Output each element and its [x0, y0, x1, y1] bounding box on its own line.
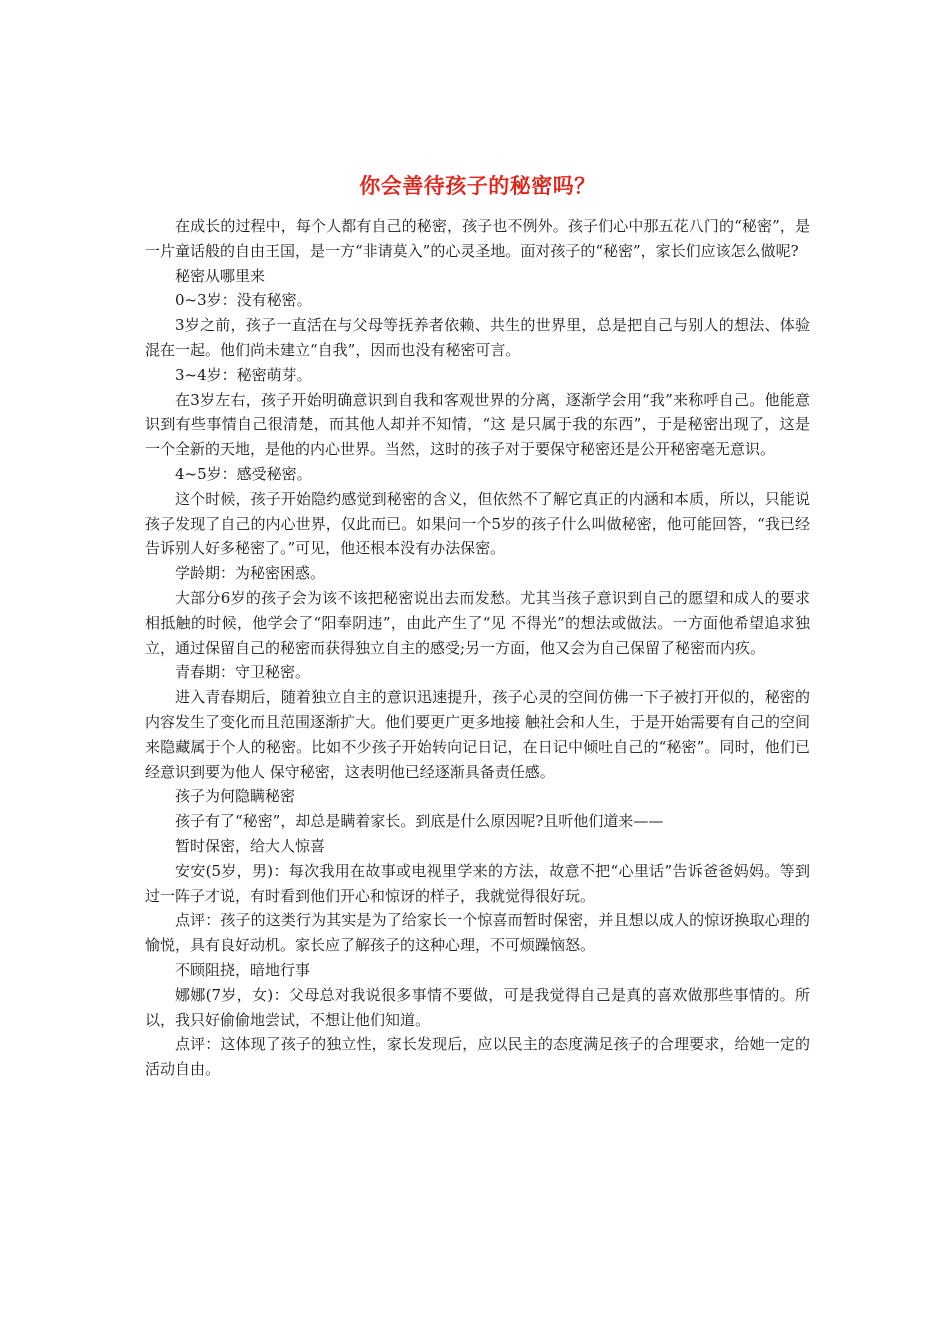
paragraph-intro: 在成长的过程中，每个人都有自己的秘密，孩子也不例外。孩子们心中那五花八门的“秘密”，是一片童话般的自由王国，是一方“非请莫入”的心灵圣地。面对孩子的“秘密”，家长们应该怎么做呢?	[145, 217, 810, 260]
paragraph-school-age: 大部分6岁的孩子会为该不该把秘密说出去而发愁。尤其当孩子意识到自己的愿望和成人的要求相抵触的时候，他学会了“阳奉阴违”，由此产生了“见 不得光”的想法或做法。一方面他希望追求独立，通过保留自己的秘密而获得独立自主的感受;另一方面，他又会为自己保留了秘密而内疚。	[145, 588, 810, 657]
section-heading-why-hide: 孩子为何隐瞒秘密	[175, 787, 296, 806]
document-page	[145, 170, 810, 1082]
paragraph-anan-comment: 点评：孩子的这类行为其实是为了给家长一个惊喜而暂时保密，并且想以成人的惊讶换取心理的愉悦，具有良好动机。家长应了解孩子的这种心理，不可烦躁恼怒。	[145, 911, 810, 955]
subheading-secretly: 不顾阻挠，暗地行事	[175, 960, 311, 979]
paragraph-nana-comment: 点评：这体现了孩子的独立性，家长发现后，应以民主的态度满足孩子的合理要求，给她一定的活动自由。	[145, 1035, 810, 1079]
paragraph-adolescence: 进入青春期后，随着独立自主的意识迅速提升，孩子心灵的空间仿佛一下子被打开似的，秘密的内容发生了变化而且范围逐渐扩大。他们要更广更多地接 触社会和人生，于是开始需要有自己的空间来隐藏属于个人的秘密。比如不少孩子开始转向记日记，在日记中倾吐自己的“秘密”。同时，他们已经意识到要为他人 保守秘密，这表明他已经逐渐具备责任感。	[145, 688, 810, 781]
paragraph-anan-case: 安安(5岁，男)：每次我用在故事或电视里学来的方法，故意不把“心里话”告诉爸爸妈妈。等到过一阵子才说，有时看到他们开心和惊讶的样子，我就觉得很好玩。	[145, 861, 810, 905]
stage-heading-3-4: 3~4岁：秘密萌芽。	[175, 365, 312, 384]
paragraph-3-4: 在3岁左右，孩子开始明确意识到自我和客观世界的分离，逐渐学会用“我”来称呼自己。他能意识到有些事情自己很清楚，而其他人却并不知情，“这 是只属于我的东西”，于是秘密出现了，这是一个全新的天地，是他的内心世界。当然，这时的孩子对于要保守秘密还是公开秘密毫无意识。	[145, 390, 810, 459]
section-heading-origin: 秘密从哪里来	[175, 266, 266, 285]
paragraph-0-3: 3岁之前，孩子一直活在与父母等抚养者依赖、共生的世界里，总是把自己与别人的想法、体验混在一起。他们尚未建立“自我”，因而也没有秘密可言。	[145, 316, 810, 359]
stage-heading-4-5: 4~5岁：感受秘密。	[175, 464, 312, 483]
paragraph-4-5: 这个时候，孩子开始隐约感觉到秘密的含义，但依然不了解它真正的内涵和本质，所以，只能说孩子发现了自己的内心世界，仅此而已。如果问一个5岁的孩子什么叫做秘密，他可能回答，“我已经告诉别人好多秘密了。”可见，他还根本没有办法保密。	[145, 489, 810, 558]
paragraph-nana-case: 娜娜(7岁，女)：父母总对我说很多事情不要做，可是我觉得自己是真的喜欢做那些事情的。所以，我只好偷偷地尝试，不想让他们知道。	[145, 985, 810, 1029]
stage-heading-school-age: 学龄期：为秘密困惑。	[175, 564, 326, 583]
subheading-surprise: 暂时保密，给大人惊喜	[175, 836, 326, 855]
document-title: 你会善待孩子的秘密吗？	[359, 173, 596, 198]
paragraph-why-hide-intro: 孩子有了“秘密”，却总是瞒着家长。到底是什么原因呢?且听他们道来——	[175, 812, 664, 831]
stage-heading-adolescence: 青春期：守卫秘密。	[175, 663, 311, 682]
stage-heading-0-3: 0~3岁：没有秘密。	[175, 291, 312, 310]
